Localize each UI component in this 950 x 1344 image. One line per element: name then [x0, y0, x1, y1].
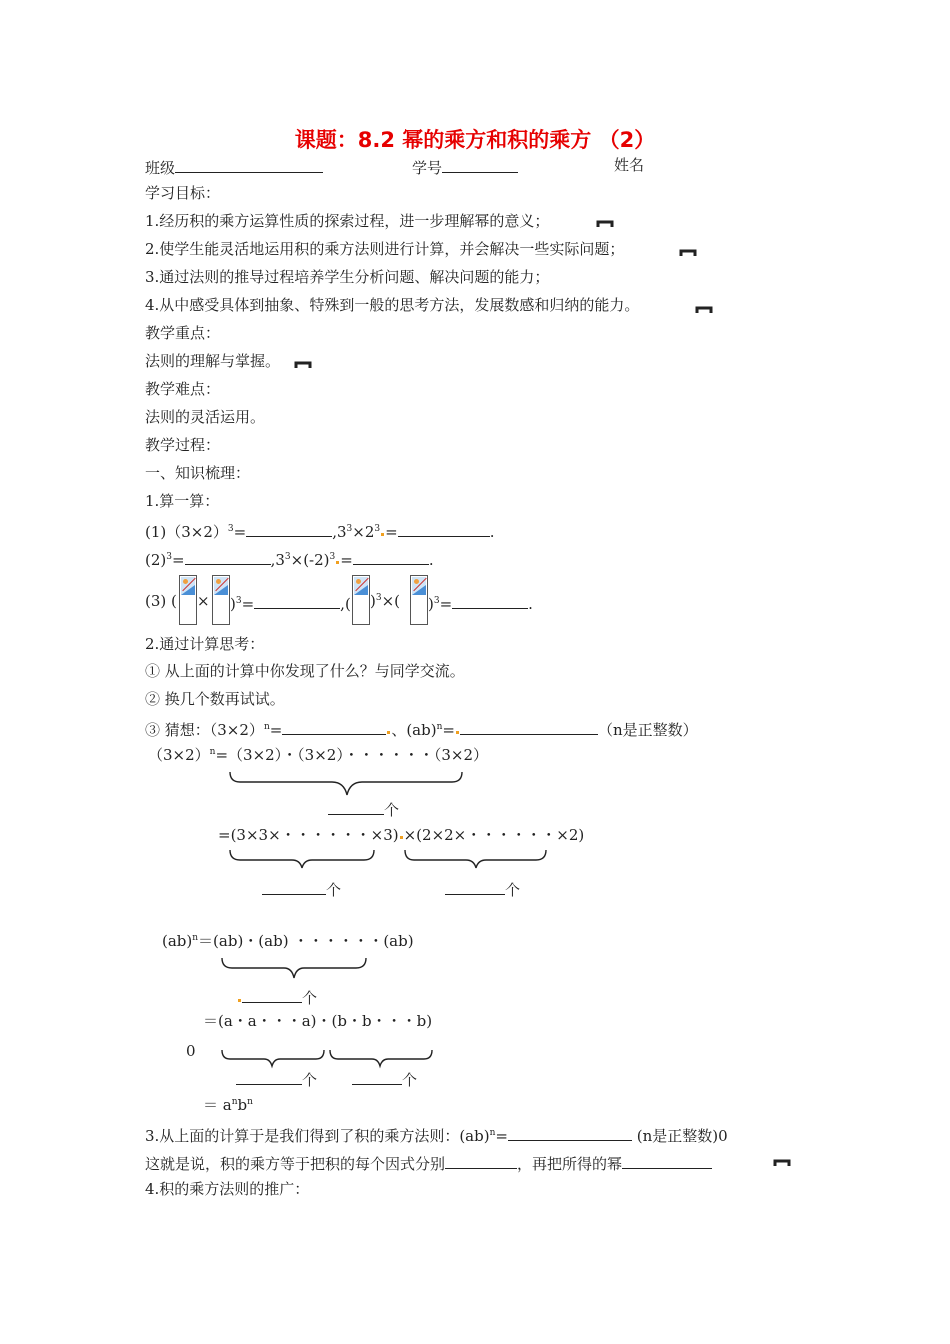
count-label: 个 [352, 1070, 417, 1088]
calc-q3-part1: )$^3$= ,( [230, 595, 351, 613]
count-blank[interactable] [242, 988, 302, 1003]
process-heading: 教学过程： [145, 436, 221, 454]
count-label: 个 [262, 880, 341, 898]
difficulty-heading: 教学难点： [145, 380, 221, 398]
count-label: 个 [236, 1070, 317, 1088]
count-blank[interactable] [352, 1070, 402, 1085]
key-point-text: 法则的理解与掌握。 [145, 352, 281, 370]
answer-blank[interactable] [622, 1154, 712, 1169]
answer-blank[interactable] [508, 1126, 632, 1141]
objective-item: 2.使学生能灵活地运用积的乘方法则进行计算，并会解决一些实际问题； [145, 240, 625, 258]
rule-line1: 3.从上面的计算于是我们得到了积的乘方法则：(ab)$^n$= (n是正整数)0 [145, 1127, 728, 1145]
objective-item: 1.经历积的乘方运算性质的探索过程，进一步理解幂的意义； [145, 212, 550, 230]
calc-q3-part2: )$^3$×( [370, 592, 401, 610]
count-blank[interactable] [236, 1070, 302, 1085]
key-point-heading: 教学重点： [145, 324, 221, 342]
count-label: 个 [328, 800, 399, 818]
think-item: ② 换几个数再试试。 [145, 690, 285, 708]
count-label: 个 [237, 988, 317, 1006]
name-label: 姓名 [614, 156, 645, 174]
count-label: 个 [445, 880, 520, 898]
think-item-guess: ③ 猜想：$(3\times 2)^n=$ 、(ab)$^n$= （n是正整数） [145, 721, 698, 739]
think-heading: 2.通过计算思考： [145, 635, 265, 653]
class-label: 班级 [145, 159, 176, 177]
calc-q3-label: (3) ( [145, 592, 177, 610]
objectives-heading: 学习目标： [145, 184, 221, 202]
calc-q1: $(1)(3\times 2)^3= ,3^3\times 2^3$ = . [145, 523, 495, 541]
count-blank[interactable] [328, 800, 384, 815]
calc-heading: 1.算一算： [145, 492, 220, 510]
derive1-line1: $(3\times 2)^n=(3\times 2)$・（3×2）・・・・・・（3×2） [148, 746, 488, 764]
difficulty-text: 法则的灵活运用。 [145, 408, 266, 426]
rule-line2: 这就是说，积的乘方等于把积的每个因式分别 ，再把所得的幂 [145, 1154, 712, 1172]
think-item: ① 从上面的计算中你发现了什么？与同学交流。 [145, 662, 465, 680]
calc-q2: $(2)^3= ,3^3\times(-2)^3$ = . [145, 551, 434, 569]
derive2-result: ＝ $a^nb^n$ [203, 1096, 253, 1114]
calc-q3-part3: )$^3$= . [428, 595, 533, 613]
number-label: 学号 [412, 159, 443, 177]
times-sign: × [197, 592, 210, 610]
count-blank[interactable] [445, 880, 505, 895]
derive2-line2: ＝(a・a・・・a)・(b・b・・・b) [203, 1012, 433, 1030]
objective-item: 3.通过法则的推导过程培养学生分析问题、解决问题的能力； [145, 268, 550, 286]
count-blank[interactable] [262, 880, 326, 895]
answer-blank[interactable] [445, 1154, 517, 1169]
objective-item: 4.从中感受具体到抽象、特殊到一般的思考方法，发展数感和归纳的能力。 [145, 296, 640, 314]
rule-line3: 4.积的乘方法则的推广： [145, 1180, 310, 1198]
derive1-line2: =(3×3×・・・・・・×3) ×(2×2×・・・・・・×2) [218, 826, 585, 844]
page-title: 课题：8.2 幂的乘方和积的乘方 （2） [294, 128, 656, 152]
derive2-line1: (ab)$^n$＝(ab)・(ab) ・・・・・・(ab) [162, 932, 414, 950]
stray-zero: 0 [186, 1042, 196, 1060]
section-heading: 一、知识梳理： [145, 464, 251, 482]
